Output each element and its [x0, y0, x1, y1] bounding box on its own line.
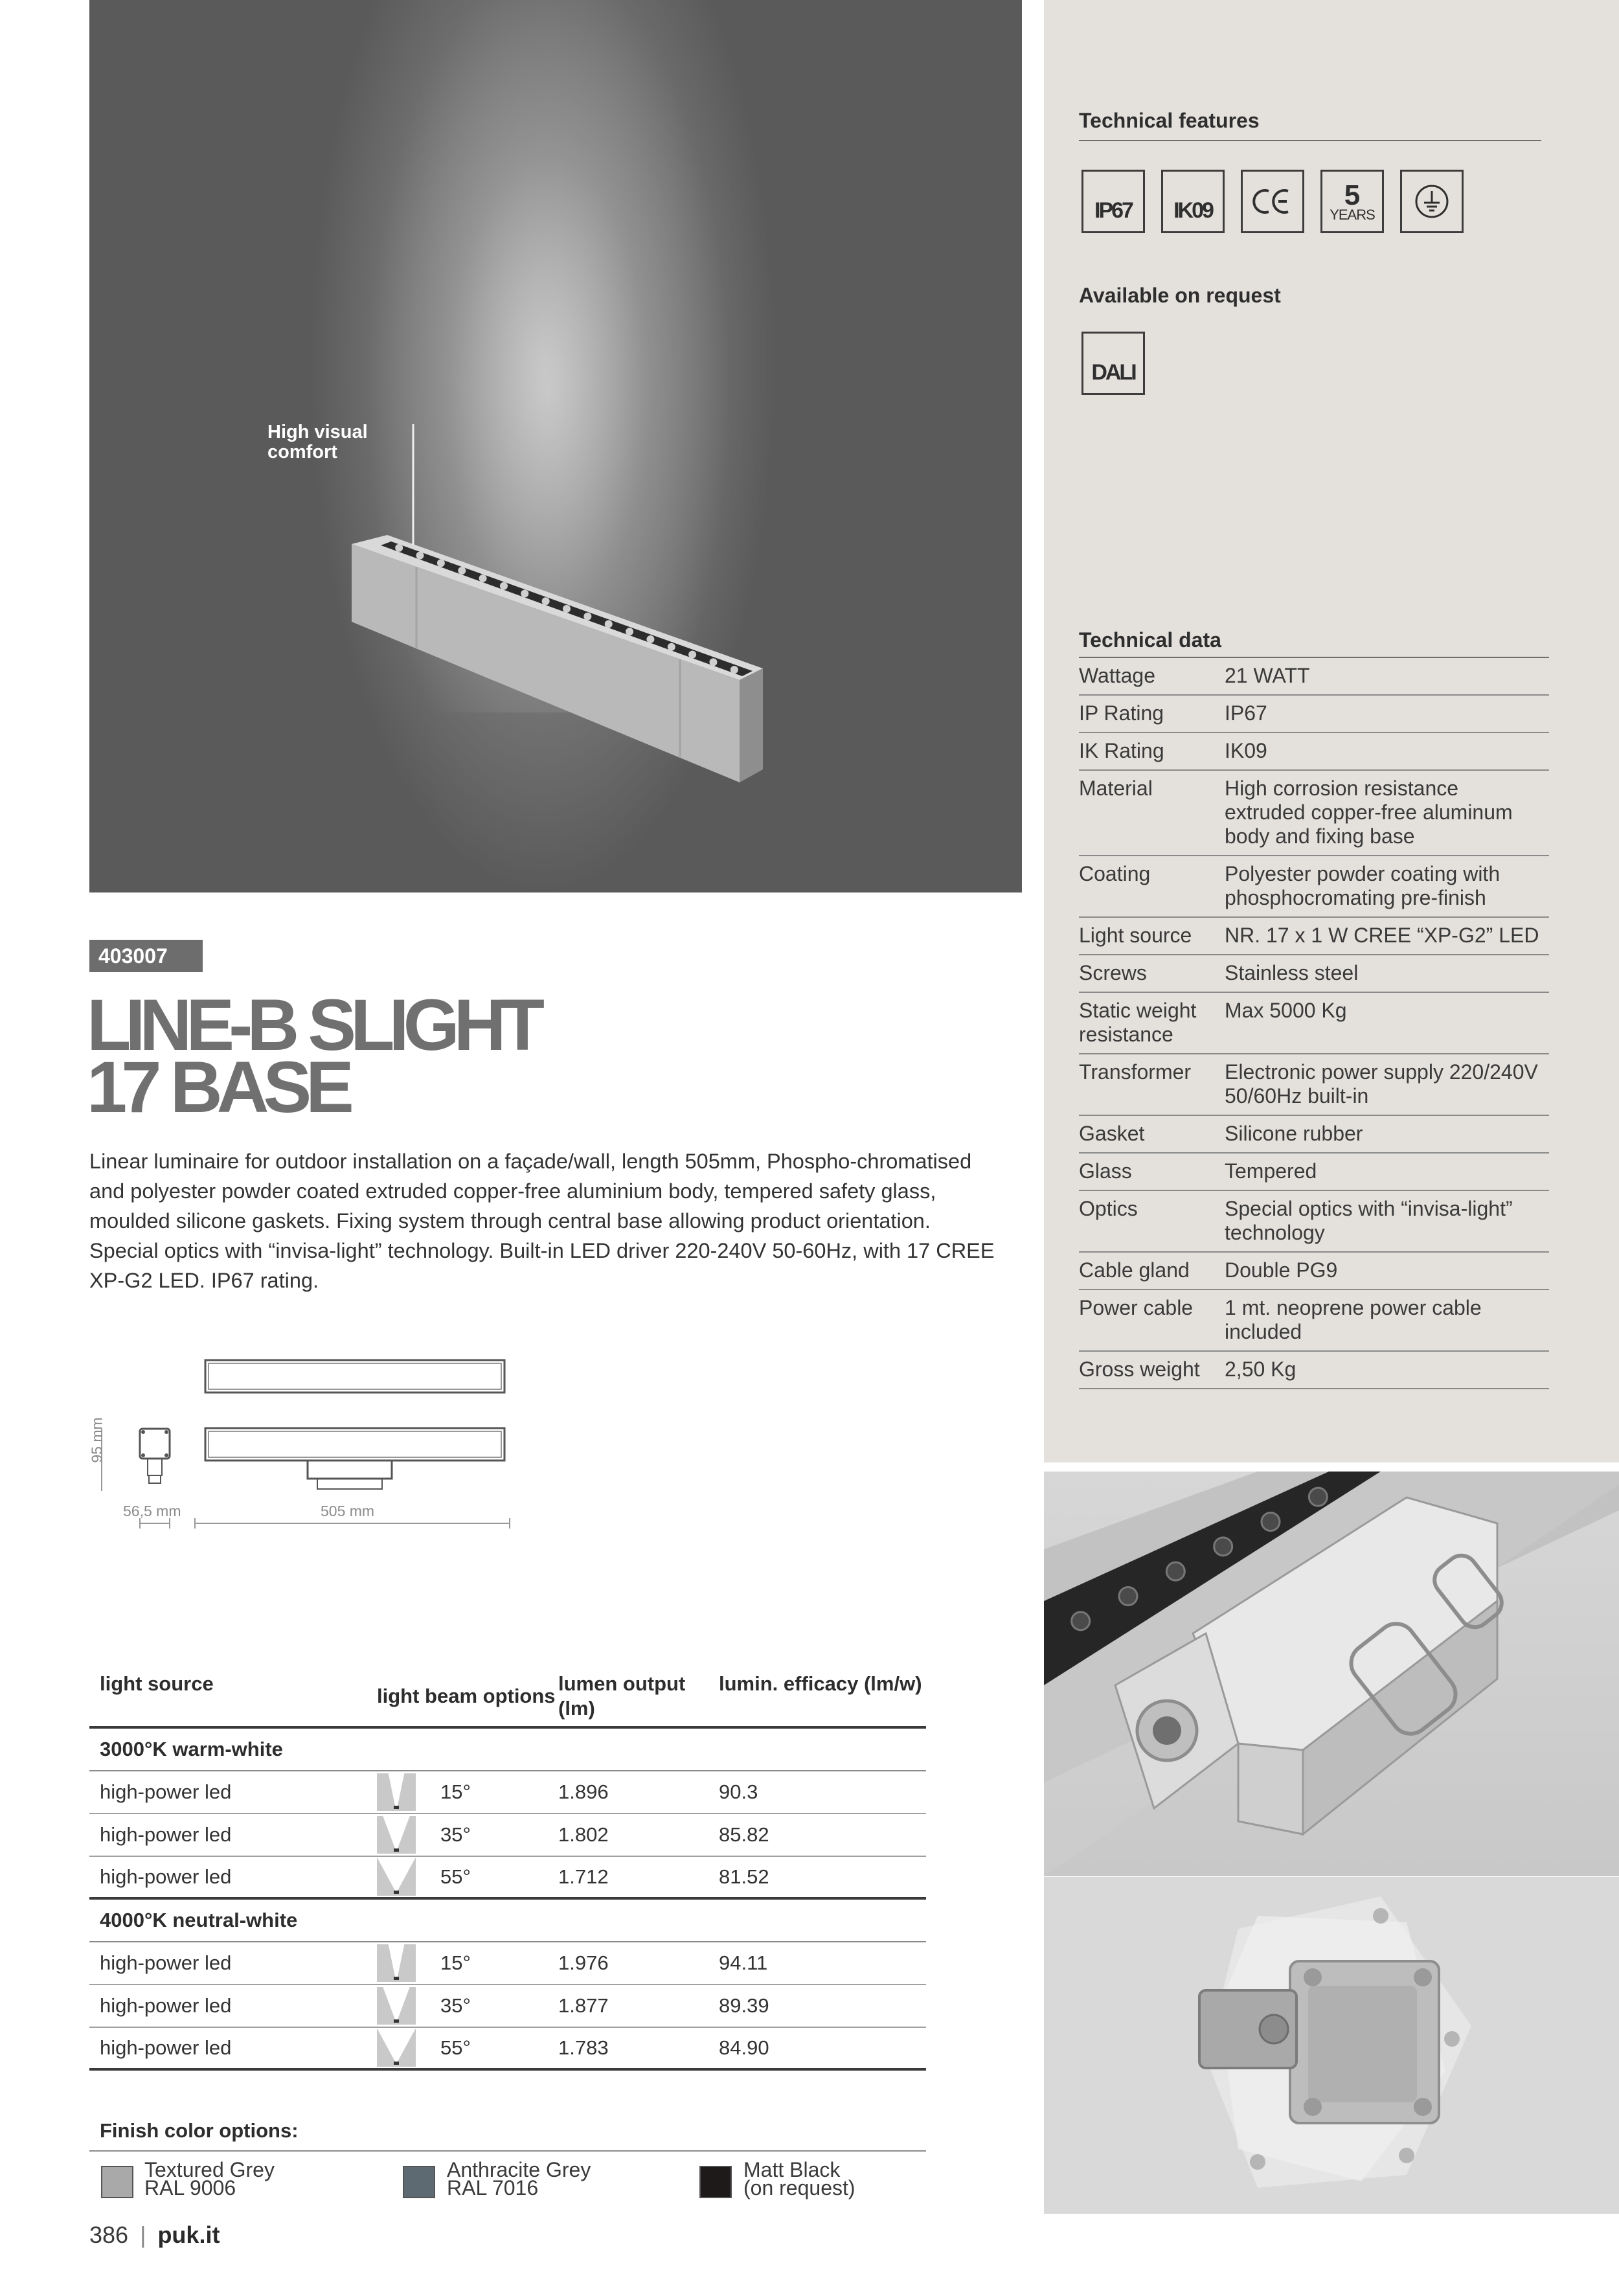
tech-data-row: [1079, 993, 1549, 1054]
tech-data-value: 21 WATT: [1225, 664, 1310, 687]
led-lens: [563, 605, 571, 613]
led-lens: [668, 643, 675, 651]
led-lens: [1072, 1612, 1090, 1630]
tech-data-row: [1079, 733, 1549, 771]
tech-data-row: [1079, 1352, 1549, 1389]
product-description: Linear luminaire for outdoor installation on a façade/wall, length 505mm, Phospho-chromatised and polyester powder coated extruded copper-free aluminium body, tempered safety glass, moulded silicone gaskets. Fixing system through central base allowing product orientation. Special optics with “invisa-light” technology. Built-in LED driver 220-240V 50-60Hz, with 17 CREE XP-G2 LED. IP67 rating.: [89, 1150, 995, 1292]
light-source-cell: high-power led: [100, 1780, 232, 1803]
table-row: [89, 1857, 926, 1900]
efficacy-cell: 90.3: [719, 1780, 758, 1803]
warranty-icon: 5 YEARS: [1320, 170, 1384, 233]
tech-data-key: IP Rating: [1079, 701, 1164, 725]
table-row: [89, 2028, 926, 2071]
feature-badges: [1081, 170, 1464, 233]
detail-photo-rotation: [1044, 1877, 1619, 2214]
finish-label-matt-black: Matt Black (on request): [743, 2158, 855, 2199]
lumen-output-cell: 1.877: [558, 1994, 609, 2017]
footer-separator: |: [140, 2222, 146, 2248]
lumen-output-cell: 1.896: [558, 1780, 609, 1803]
ip67-icon: IP67: [1081, 170, 1145, 233]
tech-data-row: [1079, 1290, 1549, 1352]
led-lens: [646, 635, 654, 643]
lumen-output-cell: 1.976: [558, 1951, 609, 1974]
led-lens: [395, 544, 403, 552]
table-row: [89, 1985, 926, 2028]
beam-angle-label: 55°: [440, 2036, 471, 2059]
site-link[interactable]: puk.it: [157, 2222, 220, 2248]
beam-angle-label: 55°: [440, 1865, 471, 1888]
tech-data-key: Glass: [1079, 1159, 1132, 1183]
light-source-cell: high-power led: [100, 1823, 232, 1846]
beam-cell: [377, 2029, 558, 2067]
hero-photo: [89, 0, 1022, 892]
beam-angle-label: 15°: [440, 1951, 471, 1974]
efficacy-cell: 84.90: [719, 2036, 769, 2059]
divider: [1079, 140, 1541, 141]
tech-data-row: [1079, 1154, 1549, 1191]
lumen-output-cell: 1.712: [558, 1865, 609, 1888]
tech-data-key: Cable gland: [1079, 1258, 1190, 1282]
beam-angle-icon: [377, 1773, 416, 1811]
beam-cell: [377, 1773, 558, 1811]
beam-angle-label: 35°: [440, 1994, 471, 2017]
tech-data-key: Coating: [1079, 862, 1151, 885]
beam-angle-icon: [377, 2029, 416, 2067]
luminaire-illustration: [89, 0, 1022, 892]
beam-cell: [377, 1816, 558, 1854]
efficacy-cell: 85.82: [719, 1823, 769, 1846]
light-source-cell: high-power led: [100, 2036, 232, 2059]
lumen-output-cell: 1.783: [558, 2036, 609, 2059]
led-lens: [458, 567, 466, 574]
table-row: [89, 1771, 926, 1814]
tech-data-row: [1079, 955, 1549, 993]
table-row: [89, 1942, 926, 1985]
tech-data-row: [1079, 696, 1549, 733]
tech-data-key: Power cable: [1079, 1296, 1194, 1319]
led-lens: [1262, 1513, 1280, 1531]
earth-ground-icon: [1400, 170, 1464, 233]
technical-panel: [1044, 0, 1619, 1462]
tech-data-value: Special optics with “invisa-light” technology: [1225, 1197, 1513, 1244]
tech-data-key: Transformer: [1079, 1060, 1192, 1084]
tech-data-value: IK09: [1225, 739, 1267, 762]
efficacy-cell: 89.39: [719, 1994, 769, 2017]
tech-data-value: Stainless steel: [1225, 961, 1359, 984]
tech-data-value: Polyester powder coating with phosphocromating pre-finish: [1225, 862, 1500, 909]
light-source-cell: high-power led: [100, 1994, 232, 2017]
callout-high-visual-comfort: High visual comfort: [267, 422, 368, 462]
tech-data-key: IK Rating: [1079, 739, 1164, 762]
led-lens: [479, 574, 487, 582]
finish-label-textured-grey: Textured Grey RAL 9006: [144, 2158, 275, 2199]
beam-cell: [377, 1987, 558, 2025]
divider: [89, 2150, 926, 2152]
led-lens: [688, 651, 696, 659]
beam-angle-icon: [377, 1858, 416, 1896]
tech-data-value: Double PG9: [1225, 1258, 1338, 1282]
beam-angle-icon: [377, 1987, 416, 2025]
tech-data-value: 2,50 Kg: [1225, 1358, 1296, 1381]
detail-photo-fixing-base: [1044, 1472, 1619, 1876]
tech-data-row: [1079, 856, 1549, 918]
tech-data-value: IP67: [1225, 701, 1267, 725]
tech-data-row: [1079, 918, 1549, 955]
led-lens: [1119, 1587, 1137, 1606]
swatch-matt-black: [699, 2166, 732, 2198]
finish-options-title: Finish color options:: [100, 2119, 299, 2142]
dim-width-label: 56,5 mm: [123, 1503, 181, 1519]
beam-angle-label: 15°: [440, 1780, 471, 1803]
tech-data-key: Screws: [1079, 961, 1147, 984]
swatch-anthracite-grey: [403, 2166, 435, 2198]
led-lens: [709, 658, 717, 666]
light-source-cell: high-power led: [100, 1865, 232, 1888]
dim-height-label: 95 mm: [88, 1417, 106, 1463]
tech-data-value: 1 mt. neoprene power cable included: [1225, 1296, 1482, 1343]
tech-data-key: Optics: [1079, 1197, 1138, 1220]
lumen-output-cell: 1.802: [558, 1823, 609, 1846]
dimension-drawing: [78, 1347, 531, 1538]
led-lens: [626, 628, 633, 635]
product-title: LINE-B SLIGHT 17 BASE: [87, 984, 539, 1128]
led-lens: [1166, 1562, 1184, 1580]
tech-data-row: [1079, 1116, 1549, 1154]
dali-icon: DALI: [1081, 332, 1145, 395]
product-code: 403007: [89, 940, 203, 972]
tech-data-row: [1079, 1253, 1549, 1290]
tech-data-row: [1079, 1054, 1549, 1116]
technical-data-title: Technical data: [1079, 628, 1221, 652]
dim-length-label: 505 mm: [321, 1503, 375, 1519]
tech-data-value: Silicone rubber: [1225, 1122, 1363, 1145]
tech-data-row: [1079, 658, 1549, 696]
ik09-icon: IK09: [1161, 170, 1225, 233]
beam-angle-label: 35°: [440, 1823, 471, 1846]
page-number: 386: [89, 2222, 129, 2248]
efficacy-cell: 94.11: [719, 1951, 768, 1974]
led-lens: [583, 613, 591, 620]
led-lens: [416, 552, 424, 560]
page-footer: [89, 2222, 220, 2249]
led-lens: [1309, 1488, 1327, 1506]
light-source-cell: high-power led: [100, 1951, 232, 1974]
beam-angle-icon: [377, 1816, 416, 1854]
table-group-header: 3000°K warm-white: [89, 1729, 926, 1771]
tech-data-value: Electronic power supply 220/240V 50/60Hz built-in: [1225, 1060, 1538, 1108]
beam-cell: [377, 1858, 558, 1896]
tech-data-value: Max 5000 Kg: [1225, 999, 1347, 1022]
tech-data-key: Static weight resistance: [1079, 999, 1197, 1046]
tech-data-key: Material: [1079, 777, 1153, 800]
finish-label-anthracite-grey: Anthracite Grey RAL 7016: [447, 2158, 591, 2199]
table-row: [89, 1814, 926, 1857]
led-lens: [542, 597, 550, 605]
tech-data-key: Gasket: [1079, 1122, 1145, 1145]
tech-data-key: Light source: [1079, 924, 1192, 947]
led-lens: [730, 666, 738, 674]
tech-data-row: [1079, 771, 1549, 856]
tech-data-value: Tempered: [1225, 1159, 1317, 1183]
led-lens: [521, 589, 528, 597]
tech-data-key: Gross weight: [1079, 1358, 1200, 1381]
tech-data-key: Wattage: [1079, 664, 1155, 687]
tech-data-row: [1079, 1191, 1549, 1253]
technical-data-table: [1079, 658, 1549, 1389]
tech-data-value: High corrosion resistance extruded copper-free aluminum body and fixing base: [1225, 777, 1513, 848]
ce-mark-icon: [1241, 170, 1304, 233]
led-lens: [437, 559, 445, 567]
led-lens: [605, 620, 613, 628]
technical-features-title: Technical features: [1079, 109, 1260, 132]
swatch-textured-grey: [101, 2166, 133, 2198]
tech-data-value: NR. 17 x 1 W CREE “XP-G2” LED: [1225, 924, 1539, 947]
led-lens: [500, 582, 508, 590]
beam-cell: [377, 1944, 558, 1982]
table-header: light source light beam options lumen output (lm) lumin. efficacy (lm/w): [89, 1668, 926, 1729]
beam-angle-icon: [377, 1944, 416, 1982]
efficacy-cell: 81.52: [719, 1865, 769, 1888]
available-on-request-title: Available on request: [1079, 284, 1281, 307]
table-group-header: 4000°K neutral-white: [89, 1900, 926, 1942]
led-lens: [1214, 1538, 1232, 1556]
lumen-table: [89, 1668, 926, 2071]
